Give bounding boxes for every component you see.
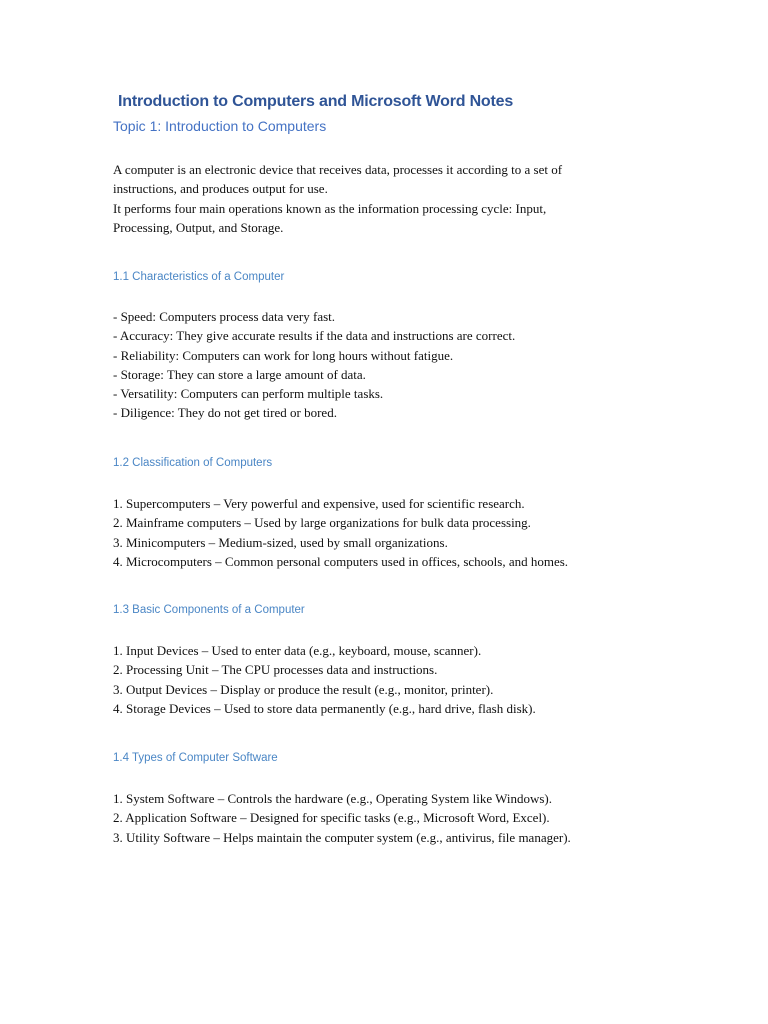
list-item: - Accuracy: They give accurate results if the data and instructions are correct. xyxy=(113,328,516,344)
list-item: 4. Storage Devices – Used to store data permanently (e.g., hard drive, flash disk). xyxy=(113,700,536,716)
list-item: - Reliability: Computers can work for long hours without fatigue. xyxy=(113,347,454,363)
characteristics-list xyxy=(113,307,673,423)
list-item: - Storage: They can store a large amount of data. xyxy=(113,366,366,382)
list-item: 1. System Software – Controls the hardware (e.g., Operating System like Windows). xyxy=(113,791,552,806)
components-list xyxy=(113,641,673,718)
intro-line: It performs four main operations known as the information processing cycle: Input, xyxy=(113,200,547,216)
list-item: 2. Application Software – Designed for specific tasks (e.g., Microsoft Word, Excel). xyxy=(113,810,550,826)
topic-heading: Topic 1: Introduction to Computers xyxy=(113,118,327,134)
section-heading-software: 1.4 Types of Computer Software xyxy=(113,752,278,764)
list-item: 3. Output Devices – Display or produce the result (e.g., monitor, printer). xyxy=(113,681,494,697)
list-item: 1. Input Devices – Used to enter data (e.g., keyboard, mouse, scanner). xyxy=(113,643,482,658)
list-item: - Speed: Computers process data very fast. xyxy=(113,309,336,324)
list-item: 3. Utility Software – Helps maintain the computer system (e.g., antivirus, file manager). xyxy=(113,829,571,845)
list-item: 2. Processing Unit – The CPU processes data and instructions. xyxy=(113,662,438,678)
list-item: 3. Minicomputers – Medium-sized, used by small organizations. xyxy=(113,534,448,550)
document-title: Introduction to Computers and Microsoft Word Notes xyxy=(118,93,514,110)
list-item: 1. Supercomputers – Very powerful and expensive, used for scientific research. xyxy=(113,496,525,511)
classification-list xyxy=(113,494,673,571)
list-item: 4. Microcomputers – Common personal computers used in offices, schools, and homes. xyxy=(113,553,569,569)
list-item: - Versatility: Computers can perform multiple tasks. xyxy=(113,386,384,402)
list-item: - Diligence: They do not get tired or bored. xyxy=(113,405,337,421)
intro-line: A computer is an electronic device that receives data, processes it according to a set of xyxy=(113,162,563,177)
intro-line: instructions, and produces output for use. xyxy=(113,181,328,197)
intro-line: Processing, Output, and Storage. xyxy=(113,219,284,235)
software-list xyxy=(113,789,673,847)
list-item: 2. Mainframe computers – Used by large organizations for bulk data processing. xyxy=(113,515,531,531)
section-heading-classification: 1.2 Classification of Computers xyxy=(113,457,273,469)
intro-paragraph xyxy=(113,160,653,237)
section-heading-components: 1.3 Basic Components of a Computer xyxy=(113,604,305,616)
section-heading-characteristics: 1.1 Characteristics of a Computer xyxy=(113,271,285,283)
